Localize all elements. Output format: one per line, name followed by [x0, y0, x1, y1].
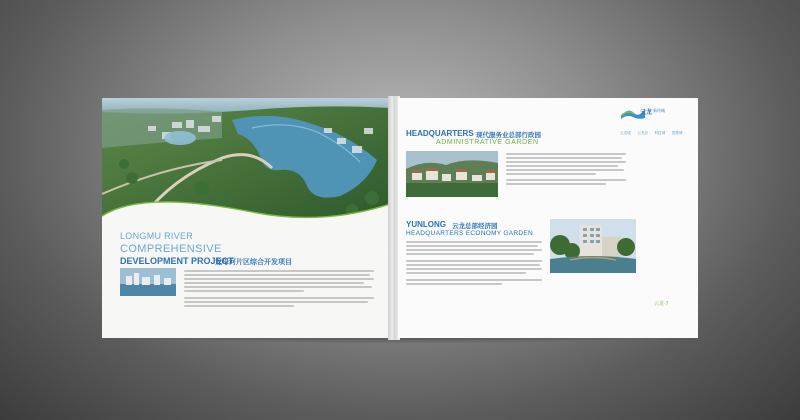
title-line-1: LONGMU RIVER — [120, 231, 194, 241]
right-page — [398, 98, 698, 338]
section2-subtitle: HEADQUARTERS ECONOMY GARDEN — [406, 230, 534, 237]
waterfront-thumbnail-photo — [120, 268, 176, 296]
page-number: 云龙·7 — [654, 301, 669, 307]
logo-text: 云龙 — [640, 110, 653, 116]
administrative-garden-photo — [406, 151, 498, 197]
section1-title-en: HEADQUARTERS — [406, 129, 474, 138]
title-chinese: 龙母河片区综合开发项目 — [215, 259, 292, 266]
logo-tag: 科技城 — [654, 131, 666, 135]
left-page — [102, 98, 390, 338]
title-line-3: DEVELOPMENT PROJECT — [120, 256, 234, 266]
logo-tags — [620, 121, 682, 139]
yunlong-logo — [620, 106, 683, 135]
logo-sub: 新经城 — [653, 108, 665, 113]
title-line-2: COMPREHENSIVE — [120, 243, 222, 255]
logo-tag: 智慧城 — [671, 131, 683, 135]
section1-subtitle: ADMINISTRATIVE GARDEN — [436, 139, 539, 146]
section2-title-en: YUNLONG — [406, 220, 446, 229]
page-curve-overlay — [102, 168, 390, 228]
logo-tag: 云龙谷 — [637, 131, 649, 135]
open-brochure — [102, 98, 698, 338]
section1-title-cn: 现代服务业总部行政园 — [476, 132, 541, 139]
section2-title-cn: 云龙总部经济园 — [452, 223, 498, 230]
economy-garden-photo — [550, 219, 636, 273]
logo-tag: 云龙城 — [620, 131, 631, 135]
